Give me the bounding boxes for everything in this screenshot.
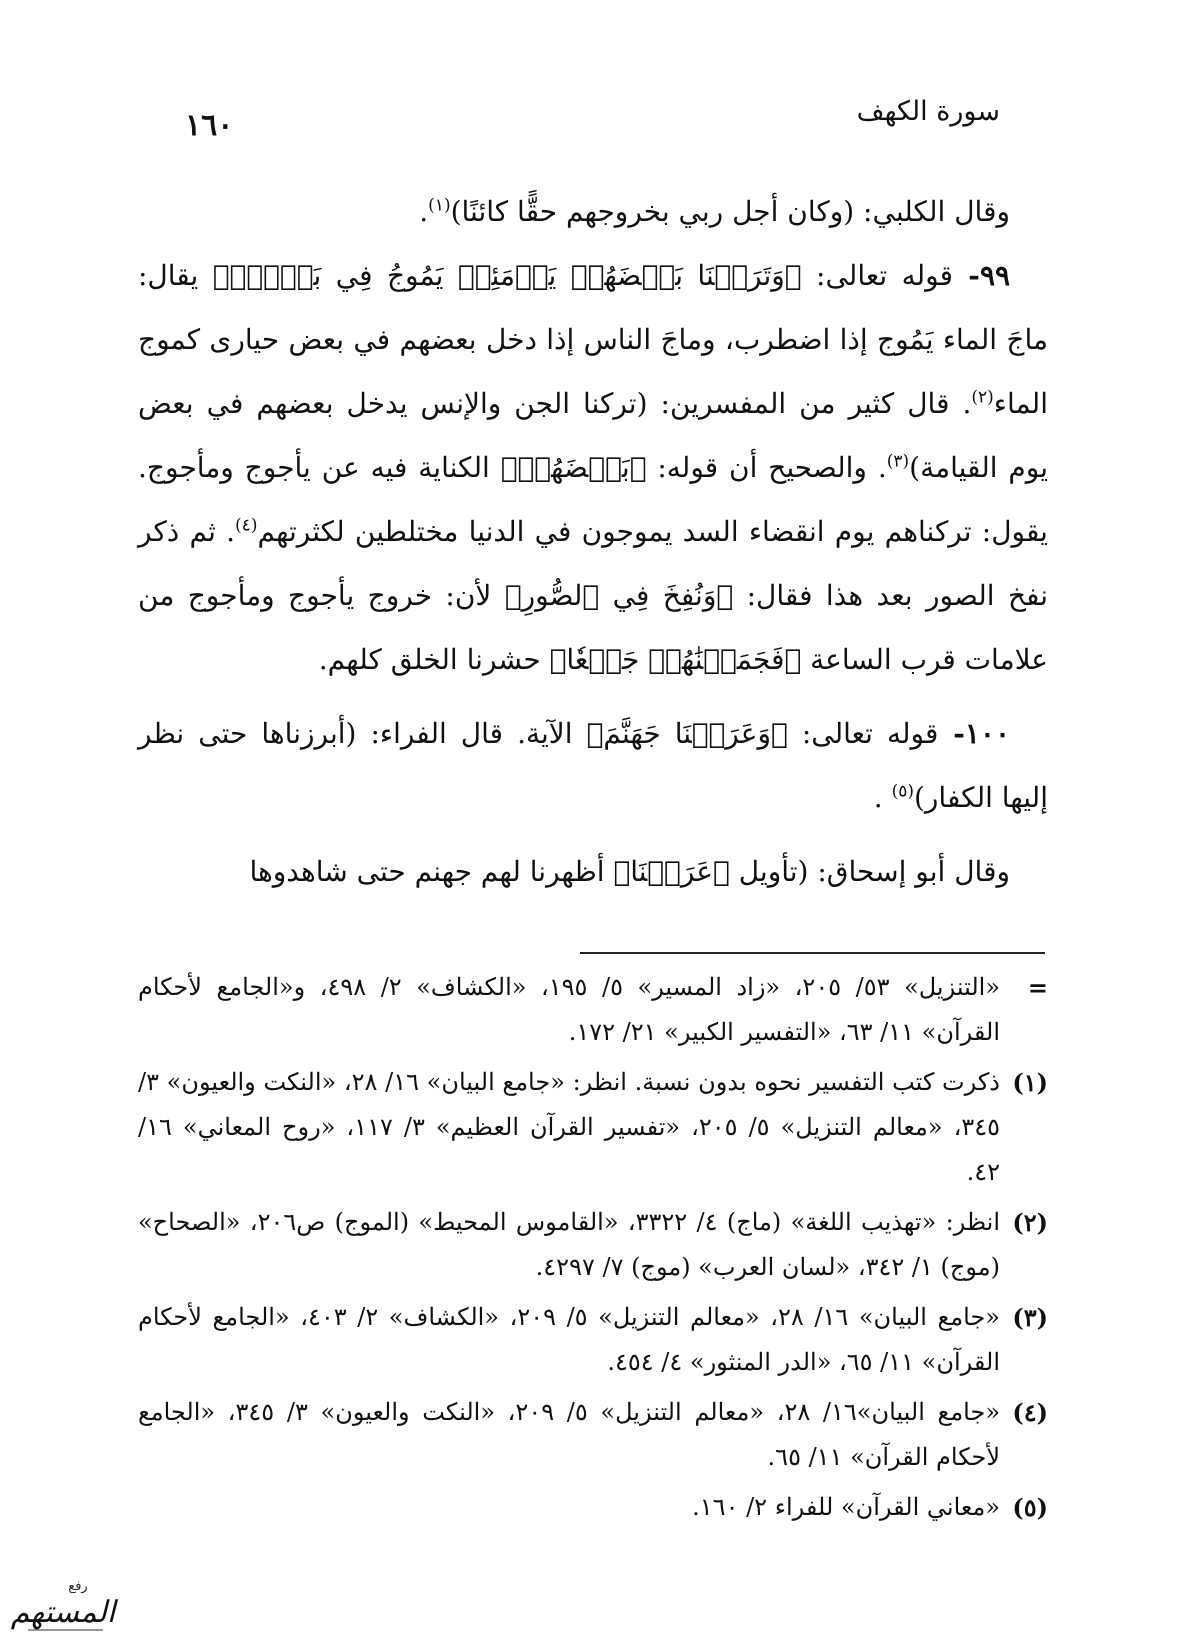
- footnote-text: «جامع البيان» ١٦/ ٢٨، «معالم التنزيل» ٥/ ٢٠٩، «الكشاف» ٢/ ٤٠٣، «الجامع لأحكام القرآن» ١١/ ٦٥، «الدر المنثور» ٤/ ٤٥٤.: [138, 1303, 1000, 1376]
- footnote-mark: =: [1027, 973, 1048, 1002]
- paragraph-abu-ishaq: وقال أبو إسحاق: (تأويل ﴿عَرَضۡنَا﴾ أظهرنا لهم جهنم حتى شاهدوها: [249, 855, 1010, 888]
- page-header: [185, 96, 1060, 156]
- quran-quote: ﴿وَنُفِخَ فِي ٱلصُّورِ﴾: [504, 579, 734, 612]
- footnote-mark: (٢): [1012, 1208, 1048, 1237]
- sura-title: سورة الكهف: [856, 96, 1000, 127]
- quran-quote: ﴿فَجَمَعۡنَٰهُمۡ جَمۡعٗا﴾: [549, 643, 802, 676]
- footnote-4: [138, 1390, 1048, 1480]
- page-number: ١٦٠: [185, 108, 234, 143]
- footnote-ref-1[interactable]: (١): [428, 195, 451, 216]
- footnote-text: «معاني القرآن» للفراء ٢/ ١٦٠.: [692, 1493, 1000, 1521]
- footnote-text: انظر: «تهذيب اللغة» (ماج) ٤/ ٣٣٢٢، «القاموس المحيط» (الموج) ص٢٠٦، «الصحاح» (موج) ١/ ٣٤٢، «لسان العرب» (موج) ٧/ ٤٢٩٧.: [138, 1208, 1000, 1281]
- verse-number-100: ١٠٠-: [938, 717, 1011, 750]
- footnote-ref-2[interactable]: (٢): [971, 387, 994, 408]
- footnote-5: [138, 1485, 1048, 1530]
- footnote-1: [138, 1060, 1048, 1195]
- paragraph-99: ٩٩- قوله تعالى: ﴿وَتَرَكۡنَا بَعۡضَهُمۡ يَوۡمَئِذٖ يَمُوجُ فِي بَعۡضٖۖ﴾ يقال: ماجَ الماء يَمُوج إذا اضطرب، وماجَ الناس إذا دخل بعضهم في بعض حيارى كموج الماء$^{(٢)}$. قال كثير من المفسرين: (تركنا الجن والإنس يدخل بعضهم في بعض يوم القيامة)$^{(٣)}$. والصحيح أن قوله: ﴿بَعۡضَهُمۡ﴾ الكناية فيه عن يأجوج ومأجوج. يقول: تركناهم يوم انقضاء السد يموجون في الدنيا مختلطين لكثرتهم$^{(٤)}$. ثم ذكر نفخ الصور بعد هذا فقال: ﴿وَنُفِخَ فِي ٱلصُّورِ﴾ لأن: خروج يأجوج ومأجوج من علامات قرب الساعة ﴿فَجَمَعۡنَٰهُمۡ جَمۡعٗا﴾ حشرنا الخلق كلهم.: [138, 259, 1048, 676]
- paragraph-kalbi: وقال الكلبي: (وكان أجل ربي بخروجهم حقًّا كائنًا)$^{(١)}$.: [419, 195, 1010, 228]
- quran-quote: ﴿بَعۡضَهُمۡ﴾: [500, 451, 647, 484]
- stamp-main-text: المستهم: [10, 1595, 116, 1630]
- footnote-mark: (٣): [1012, 1303, 1048, 1332]
- footnote-3: [138, 1295, 1048, 1385]
- footnote-text: «جامع البيان»١٦/ ٢٨، «معالم التنزيل» ٥/ ٢٠٩، «النكت والعيون» ٣/ ٣٤٥، «الجامع لأحكام القرآن» ١١/ ٦٥.: [138, 1398, 1001, 1471]
- quran-quote: ﴿وَعَرَضۡنَا جَهَنَّمَ﴾: [586, 717, 788, 750]
- publisher-stamp-logo: [8, 1572, 118, 1642]
- quran-quote: ﴿عَرَضۡنَا﴾: [613, 855, 730, 888]
- quran-quote: ﴿وَتَرَكۡنَا بَعۡضَهُمۡ يَوۡمَئِذٖ يَمُوجُ فِي بَعۡضٖۖ﴾: [212, 259, 802, 292]
- footnote-separator: [580, 952, 1045, 954]
- footnote-2: [138, 1200, 1048, 1290]
- footnote-text: «التنزيل» ٥٣/ ٢٠٥، «زاد المسير» ٥/ ١٩٥، «الكشاف» ٢/ ٤٩٨، و«الجامع لأحكام القرآن» ١١/ ٦٣، «التفسير الكبير» ٢١/ ١٧٢.: [138, 973, 1000, 1046]
- paragraph-100: ١٠٠- قوله تعالى: ﴿وَعَرَضۡنَا جَهَنَّمَ﴾ الآية. قال الفراء: (أبرزناها حتى نظر إليها الكفار)$^{(٥)}$ .: [138, 717, 1048, 814]
- footnote-mark: (٥): [1012, 1493, 1048, 1522]
- verse-number-99: ٩٩-: [953, 259, 1011, 292]
- footnote-ref-4[interactable]: (٤): [235, 515, 258, 536]
- main-text: [138, 180, 1048, 904]
- footnote-ref-5[interactable]: (٥): [891, 781, 914, 802]
- footnote-ref-3[interactable]: (٣): [886, 451, 910, 472]
- footnote-mark: (٤): [1012, 1398, 1048, 1427]
- footnote-continued: [138, 965, 1048, 1055]
- footnote-mark: (١): [1012, 1068, 1048, 1097]
- stamp-small-text: رفع: [68, 1579, 88, 1594]
- footnote-text: ذكرت كتب التفسير نحوه بدون نسبة. انظر: «جامع البيان» ١٦/ ٢٨، «النكت والعيون» ٣/ ٣٤٥، «معالم التنزيل» ٥/ ٢٠٥، «تفسير القرآن العظيم» ٣/ ١١٧، «روح المعاني» ١٦/ ٤٢.: [138, 1068, 1001, 1186]
- footnotes: [138, 965, 1048, 1535]
